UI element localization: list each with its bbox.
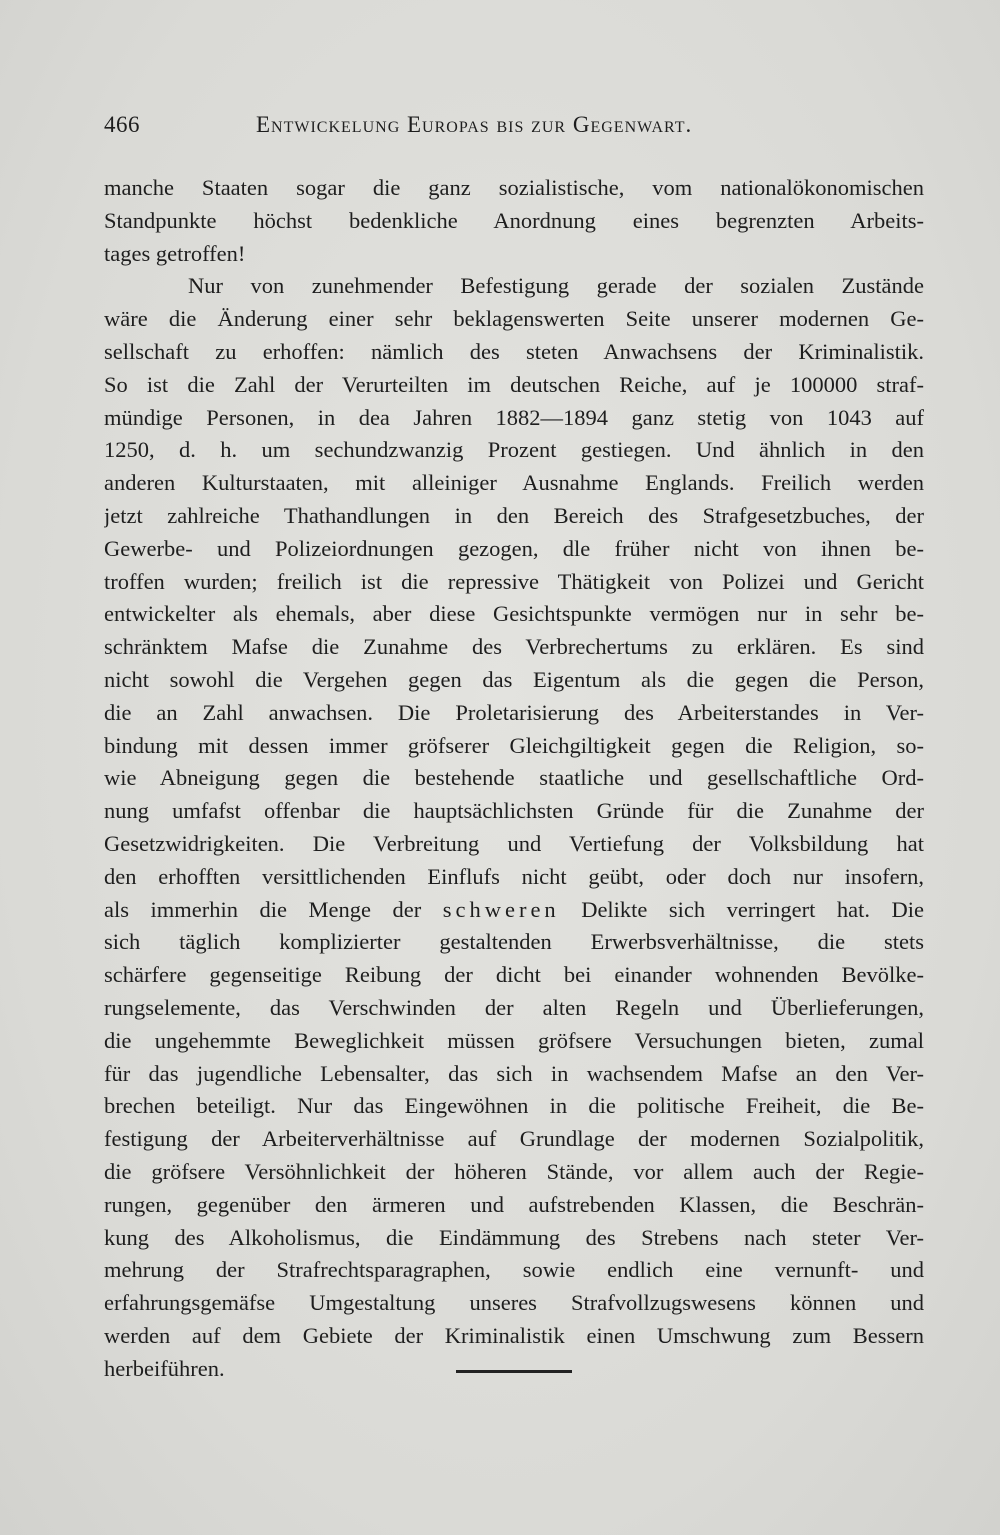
- text-line: jetzt zahlreiche Thathandlungen in den Bereich des Strafgesetzbuches, der: [104, 502, 924, 528]
- text-segment: Delikte sich verringert hat. Die: [559, 896, 924, 922]
- text-line: die ungehemmte Beweglichkeit müssen gröfsere Versuchungen bieten, zumal: [104, 1027, 924, 1053]
- text-line: sich täglich komplizierter gestaltenden Erwerbsverhältnisse, die stets: [104, 929, 924, 955]
- text-line: brechen beteiligt. Nur das Eingewöhnen in die politische Freiheit, die Be-: [104, 1093, 924, 1119]
- text-line: erfahrungsgemäfse Umgestaltung unseres Strafvollzugswesens können und: [104, 1290, 924, 1316]
- text-line-with-emphasis: [104, 894, 924, 927]
- text-line: wie Abneigung gegen die bestehende staatliche und gesellschaftliche Ord-: [104, 765, 924, 791]
- text-line: herbeiführen.: [104, 1355, 225, 1381]
- paragraph-first-line: Nur von zunehmender Befestigung gerade der sozialen Zustände: [188, 273, 924, 299]
- text-line: troffen wurden; freilich ist die repressive Thätigkeit von Polizei und Gericht: [104, 568, 924, 594]
- emphasized-word: schweren: [442, 896, 560, 922]
- text-line: Gesetzwidrigkeiten. Die Verbreitung und Vertiefung der Volksbildung hat: [104, 830, 924, 856]
- text-line: sellschaft zu erhoffen: nämlich des steten Anwachsens der Kriminalistik.: [104, 338, 924, 364]
- page-number: 466: [104, 112, 140, 137]
- text-line: mehrung der Strafrechtsparagraphen, sowie endlich eine vernunft- und: [104, 1257, 924, 1283]
- text-line: anderen Kulturstaaten, mit alleiniger Ausnahme Englands. Freilich werden: [104, 470, 924, 496]
- text-line: Gewerbe- und Polizeiordnungen gezogen, dle früher nicht von ihnen be-: [104, 535, 924, 561]
- text-line: festigung der Arbeiterverhältnisse auf Grundlage der modernen Sozialpolitik,: [104, 1126, 924, 1152]
- text-line: wäre die Änderung einer sehr beklagenswerten Seite unserer modernen Ge-: [104, 306, 924, 332]
- section-end-rule: [456, 1370, 572, 1373]
- text-line: entwickelter als ehemals, aber diese Gesichtspunkte vermögen nur in sehr be-: [104, 601, 924, 627]
- text-line: nung umfafst offenbar die hauptsächlichsten Gründe für die Zunahme der: [104, 798, 924, 824]
- text-line: rungselemente, das Verschwinden der alten Regeln und Überlieferungen,: [104, 994, 924, 1020]
- text-line: die an Zahl anwachsen. Die Proletarisierung des Arbeiterstandes in Ver-: [104, 699, 924, 725]
- running-title: Entwickelung Europas bis zur Gegenwart.: [256, 112, 693, 137]
- text-line: schränktem Mafse die Zunahme des Verbrechertums zu erklären. Es sind: [104, 634, 924, 660]
- text-line: tages getroffen!: [104, 240, 246, 266]
- text-line: mündige Personen, in dea Jahren 1882—1894 ganz stetig von 1043 auf: [104, 404, 924, 430]
- text-line: werden auf dem Gebiete der Kriminalistik einen Umschwung zum Bessern: [104, 1322, 924, 1348]
- text-line: für das jugendliche Lebensalter, das sich in wachsendem Mafse an den Ver-: [104, 1060, 924, 1086]
- text-line: manche Staaten sogar die ganz sozialistische, vom nationalökonomischen: [104, 175, 924, 200]
- text-line: den erhofften versittlichenden Einflufs nicht geübt, oder doch nur insofern,: [104, 863, 924, 889]
- text-line: So ist die Zahl der Verurteilten im deutschen Reiche, auf je 100000 straf-: [104, 371, 924, 397]
- text-line: 1250, d. h. um sechundzwanzig Prozent gestiegen. Und ähnlich in den: [104, 437, 924, 463]
- page-header: [104, 112, 924, 152]
- body-text: [104, 172, 924, 1385]
- text-line: bindung mit dessen immer gröfserer Gleichgiltigkeit gegen die Religion, so-: [104, 732, 924, 758]
- text-line: schärfere gegenseitige Reibung der dicht bei einander wohnenden Bevölke-: [104, 962, 924, 988]
- text-line: die gröfsere Versöhnlichkeit der höheren Stände, vor allem auch der Regie-: [104, 1158, 924, 1184]
- text-line: Standpunkte höchst bedenkliche Anordnung eines begrenzten Arbeits-: [104, 207, 924, 233]
- text-segment: als immerhin die Menge der: [104, 896, 443, 922]
- text-line: nicht sowohl die Vergehen gegen das Eigentum als die gegen die Person,: [104, 666, 924, 692]
- text-line: rungen, gegenüber den ärmeren und aufstrebenden Klassen, die Beschrän-: [104, 1191, 924, 1217]
- text-line: kung des Alkoholismus, die Eindämmung des Strebens nach steter Ver-: [104, 1224, 924, 1250]
